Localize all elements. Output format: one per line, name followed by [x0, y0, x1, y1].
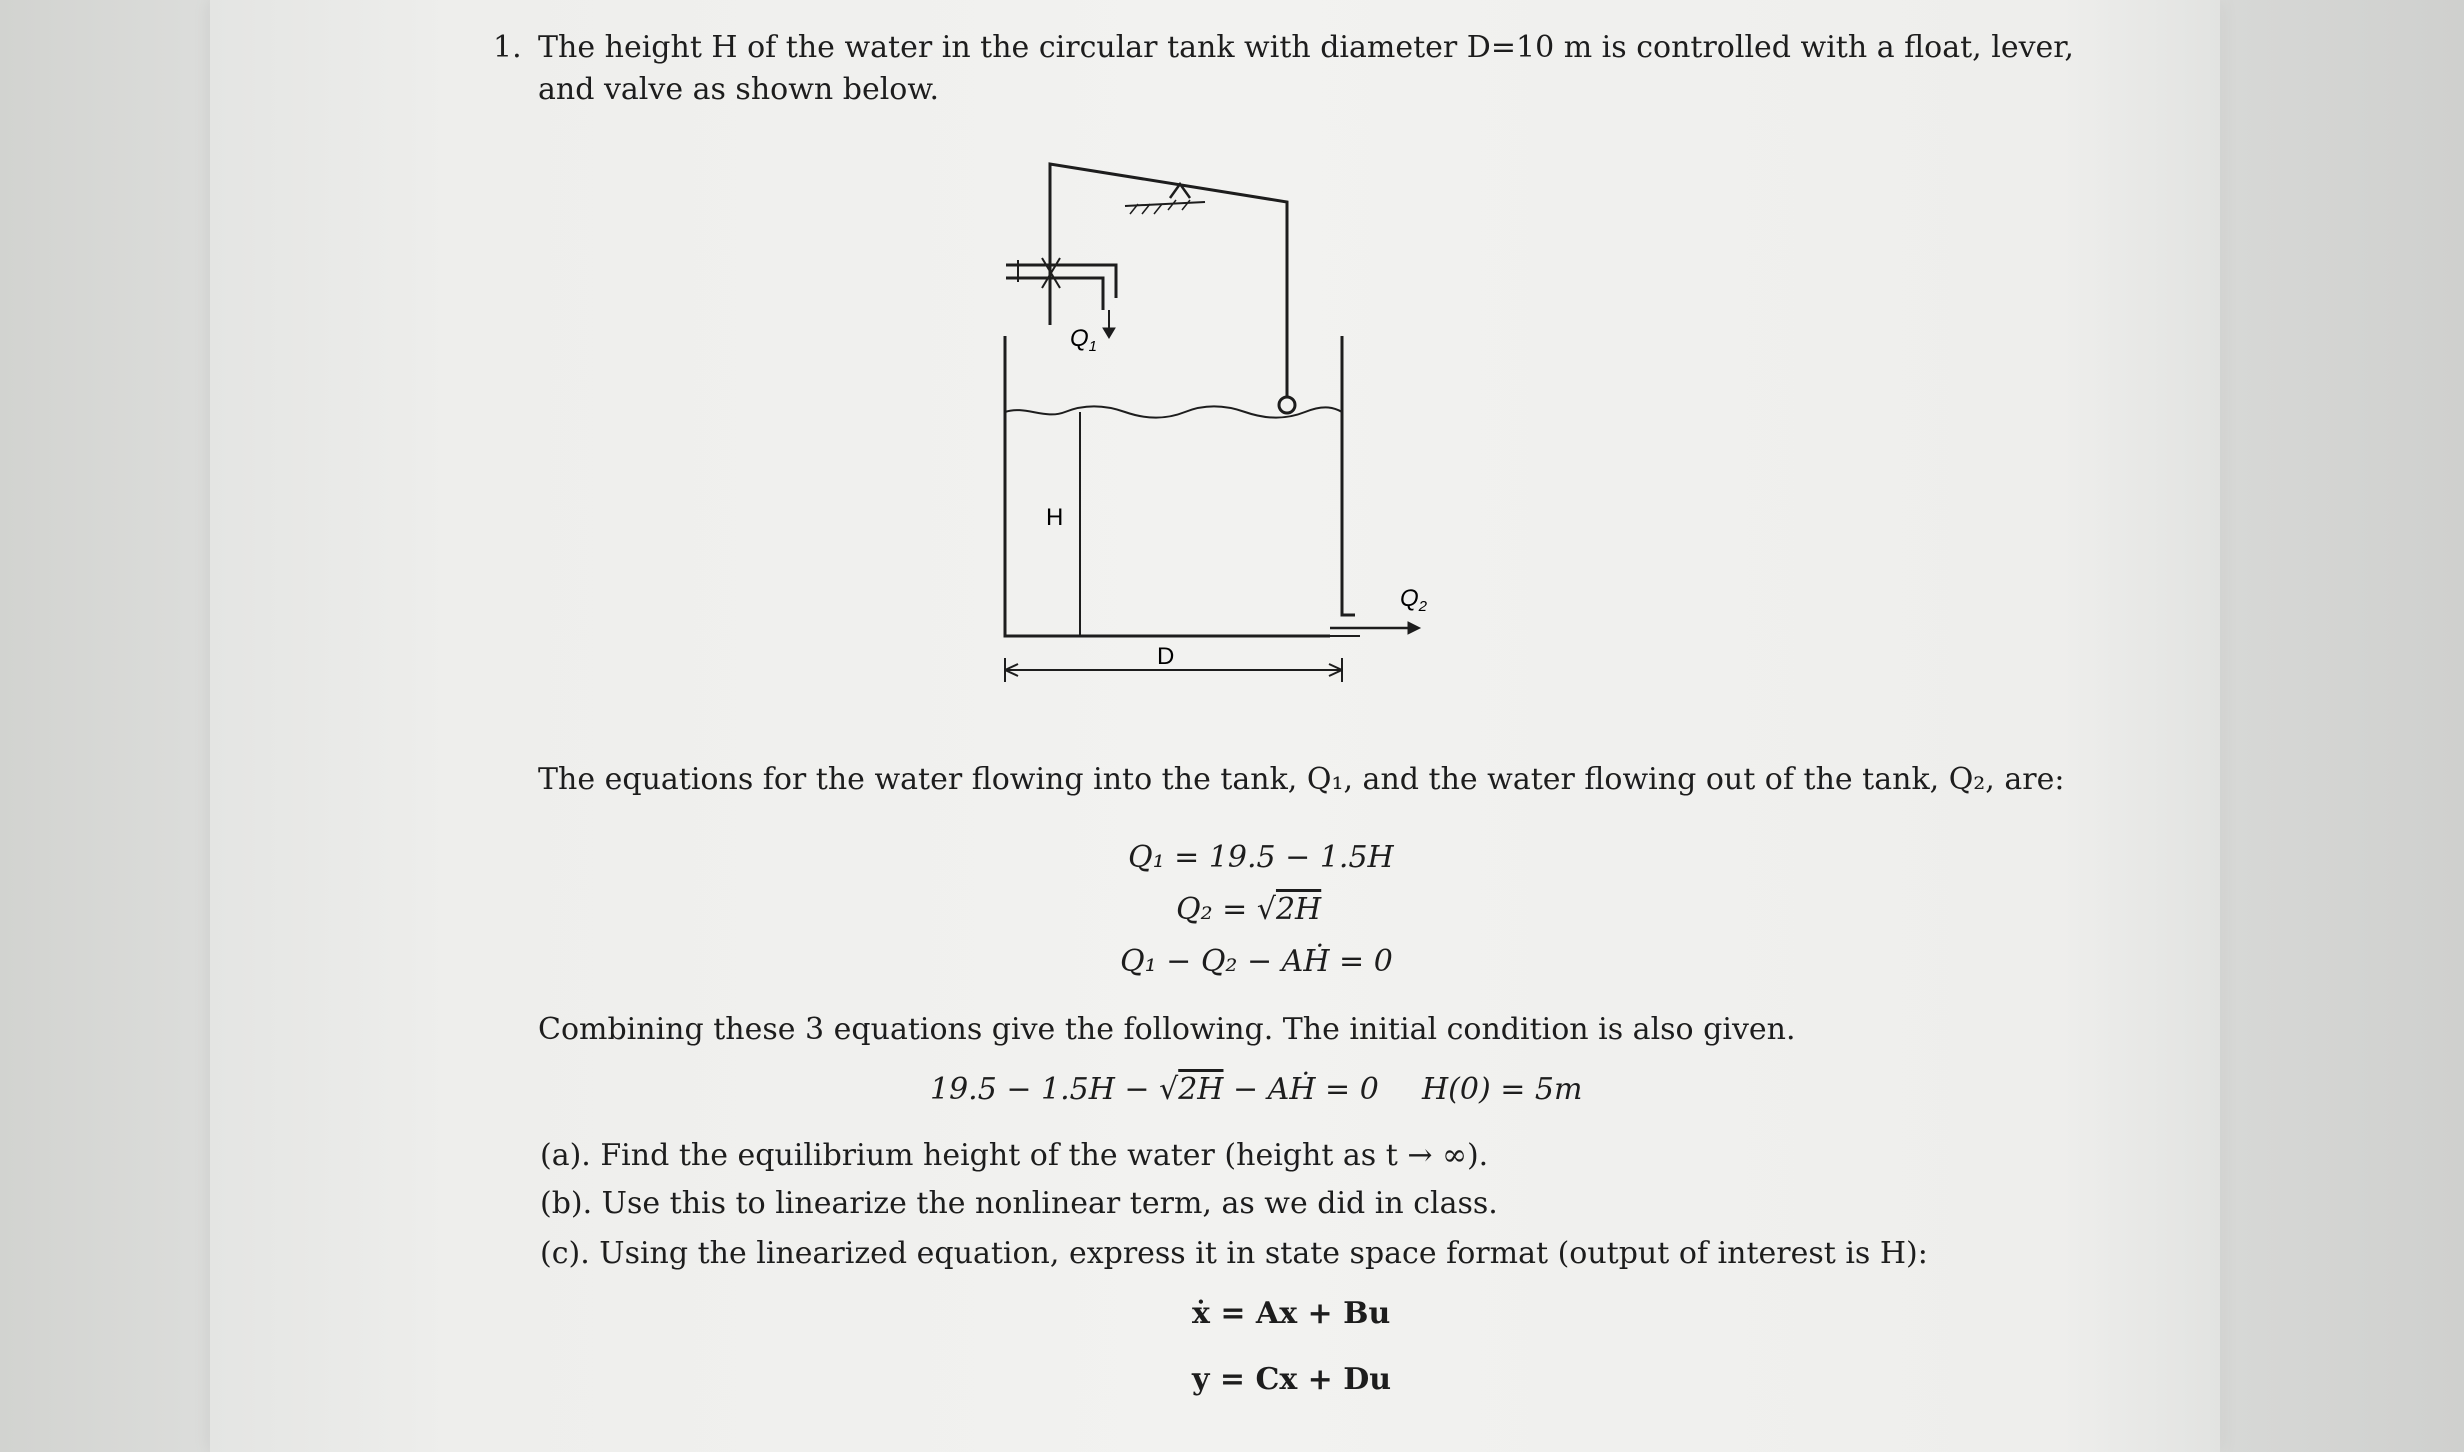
equation-balance: Q₁ − Q₂ − AḢ = 0	[1120, 944, 1393, 979]
equations-intro: The equations for the water flowing into the tank, Q₁, and the water flowing out of the tank, Q₂, are:	[538, 762, 2065, 797]
combining-text: Combining these 3 equations give the following. The initial condition is also given.	[538, 1012, 1796, 1047]
tank-right-wall	[1342, 336, 1355, 615]
initial-condition: H(0) = 5m	[1422, 1072, 1583, 1107]
output-equation: y = Cx + Du	[1192, 1362, 1392, 1397]
label-d: D	[1157, 643, 1175, 670]
part-c: (c). Using the linearized equation, express it in state space format (output of interest is H):	[540, 1236, 1928, 1271]
lever-arm	[1050, 164, 1287, 400]
equation-q2: Q₂ = √2H	[1176, 892, 1322, 927]
state-equation: ẋ = Ax + Bu	[1192, 1296, 1391, 1331]
label-q2: $Q_2$	[1400, 585, 1428, 615]
combined-equation: 19.5 − 1.5H − √2H − AḢ = 0	[930, 1072, 1379, 1107]
inlet-pipe	[1006, 265, 1116, 298]
problem-intro-line1: The height H of the water in the circular tank with diameter D=10 m is controlled with a float, lever,	[538, 30, 2074, 65]
float	[1279, 397, 1295, 413]
tank-diagram	[990, 150, 1450, 690]
label-h: H	[1046, 504, 1064, 531]
label-q1: $Q_1$	[1070, 325, 1098, 355]
problem-number: 1.	[493, 30, 522, 65]
equation-q1: Q₁ = 19.5 − 1.5H	[1128, 840, 1394, 875]
problem-intro-line2: and valve as shown below.	[538, 72, 940, 107]
part-a: (a). Find the equilibrium height of the water (height as t → ∞).	[540, 1138, 1489, 1173]
tank-left-wall	[1005, 336, 1330, 636]
part-b: (b). Use this to linearize the nonlinear term, as we did in class.	[540, 1186, 1498, 1221]
